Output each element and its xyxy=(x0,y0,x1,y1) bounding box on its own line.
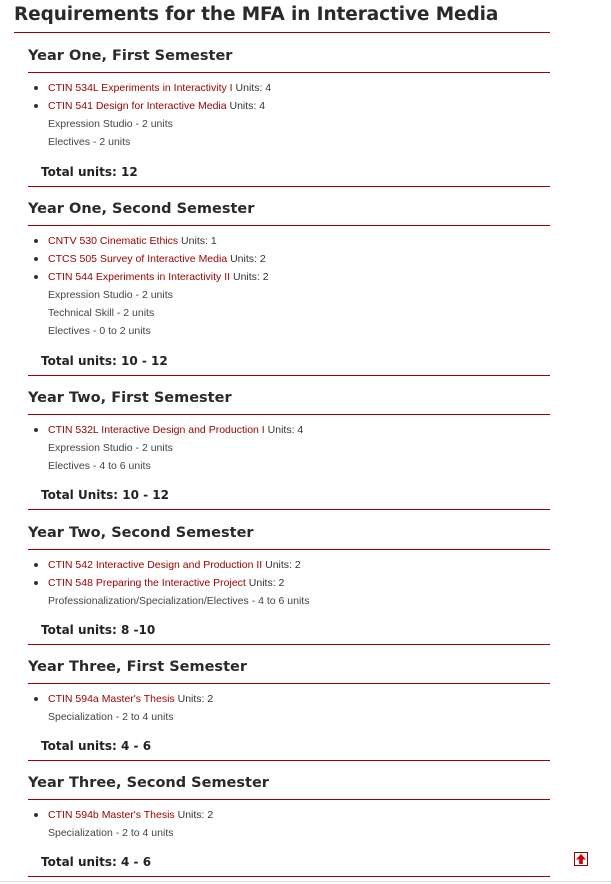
course-link[interactable]: CTIN 594b Master's Thesis xyxy=(48,809,175,821)
semester-heading: Year Three, Second Semester xyxy=(28,767,550,800)
section-divider xyxy=(28,644,550,645)
total-units: Total units: 10 - 12 xyxy=(41,354,168,368)
section-divider xyxy=(28,509,550,510)
list-item xyxy=(28,806,550,824)
requirement-text: Specialization - 2 to 4 units xyxy=(48,827,174,839)
course-link[interactable]: CTIN 534L Experiments in Interactivity I xyxy=(48,82,233,94)
requirement-text: Expression Studio - 2 units xyxy=(48,118,173,130)
course-units: Units: 4 xyxy=(264,424,304,436)
list-item xyxy=(28,690,550,708)
section-divider xyxy=(28,876,550,877)
requirement-text: Technical Skill - 2 units xyxy=(48,307,155,319)
course-units: Units: 1 xyxy=(178,235,217,247)
list-item xyxy=(28,232,550,250)
semester-year3-fall xyxy=(28,651,550,761)
list-item xyxy=(28,556,550,574)
semester-year3-spring xyxy=(28,767,550,877)
course-units: Units: 4 xyxy=(232,82,272,94)
course-link[interactable]: CTIN 544 Experiments in Interactivity II xyxy=(48,271,231,283)
requirement-text: Professionalization/Specialization/Electives - 4 to 6 units xyxy=(48,595,310,607)
course-link[interactable]: CNTV 530 Cinematic Ethics xyxy=(48,235,179,247)
course-units: Units: 2 xyxy=(262,559,301,571)
back-to-top-button[interactable] xyxy=(574,852,588,866)
list-item xyxy=(28,574,550,592)
course-units: Units: 4 xyxy=(226,100,266,112)
course-list xyxy=(28,415,550,475)
total-units: Total units: 4 - 6 xyxy=(41,739,152,753)
page-title: Requirements for the MFA in Interactive Media xyxy=(14,4,499,25)
course-list xyxy=(28,73,550,151)
list-item xyxy=(28,250,550,268)
page-bottom-divider xyxy=(0,881,611,882)
requirement-text: Electives - 4 to 6 units xyxy=(48,460,151,472)
semester-heading: Year Three, First Semester xyxy=(28,651,550,684)
list-item xyxy=(28,97,550,115)
list-item xyxy=(28,421,550,439)
semester-heading: Year Two, Second Semester xyxy=(28,517,550,550)
semester-year1-spring xyxy=(28,193,550,376)
semester-year1-fall xyxy=(28,40,550,187)
total-units: Total Units: 10 - 12 xyxy=(41,488,169,502)
course-units: Units: 2 xyxy=(230,271,269,283)
course-link[interactable]: CTIN 594a Master's Thesis xyxy=(48,693,175,705)
semester-heading: Year Two, First Semester xyxy=(28,382,550,415)
arrow-up-icon xyxy=(575,853,587,865)
semester-heading: Year One, First Semester xyxy=(28,40,550,73)
requirement-text: Electives - 0 to 2 units xyxy=(48,325,151,337)
course-link[interactable]: CTIN 532L Interactive Design and Production I xyxy=(48,424,265,436)
course-units: Units: 2 xyxy=(227,253,266,265)
course-link[interactable]: CTIN 548 Preparing the Interactive Project xyxy=(48,577,246,589)
section-divider xyxy=(28,760,550,761)
total-units: Total units: 4 - 6 xyxy=(41,855,152,869)
course-units: Units: 2 xyxy=(174,809,214,821)
course-list xyxy=(28,684,550,726)
course-units: Units: 2 xyxy=(174,693,214,705)
requirement-text: Electives - 2 units xyxy=(48,136,131,148)
course-list xyxy=(28,800,550,842)
course-link[interactable]: CTIN 542 Interactive Design and Production II xyxy=(48,559,263,571)
section-divider xyxy=(28,375,550,376)
total-units: Total units: 12 xyxy=(41,165,138,179)
course-units: Units: 2 xyxy=(245,577,285,589)
total-units: Total units: 8 -10 xyxy=(41,623,156,637)
semester-year2-spring xyxy=(28,517,550,645)
section-divider xyxy=(28,186,550,187)
course-list xyxy=(28,226,550,340)
title-divider xyxy=(14,32,550,33)
list-item xyxy=(28,79,550,97)
course-list xyxy=(28,550,550,610)
course-link[interactable]: CTIN 541 Design for Interactive Media xyxy=(48,100,227,112)
semester-year2-fall xyxy=(28,382,550,510)
list-item xyxy=(28,268,550,286)
requirement-text: Specialization - 2 to 4 units xyxy=(48,711,174,723)
requirement-text: Expression Studio - 2 units xyxy=(48,442,173,454)
semester-heading: Year One, Second Semester xyxy=(28,193,550,226)
requirement-text: Expression Studio - 2 units xyxy=(48,289,173,301)
course-link[interactable]: CTCS 505 Survey of Interactive Media xyxy=(48,253,228,265)
